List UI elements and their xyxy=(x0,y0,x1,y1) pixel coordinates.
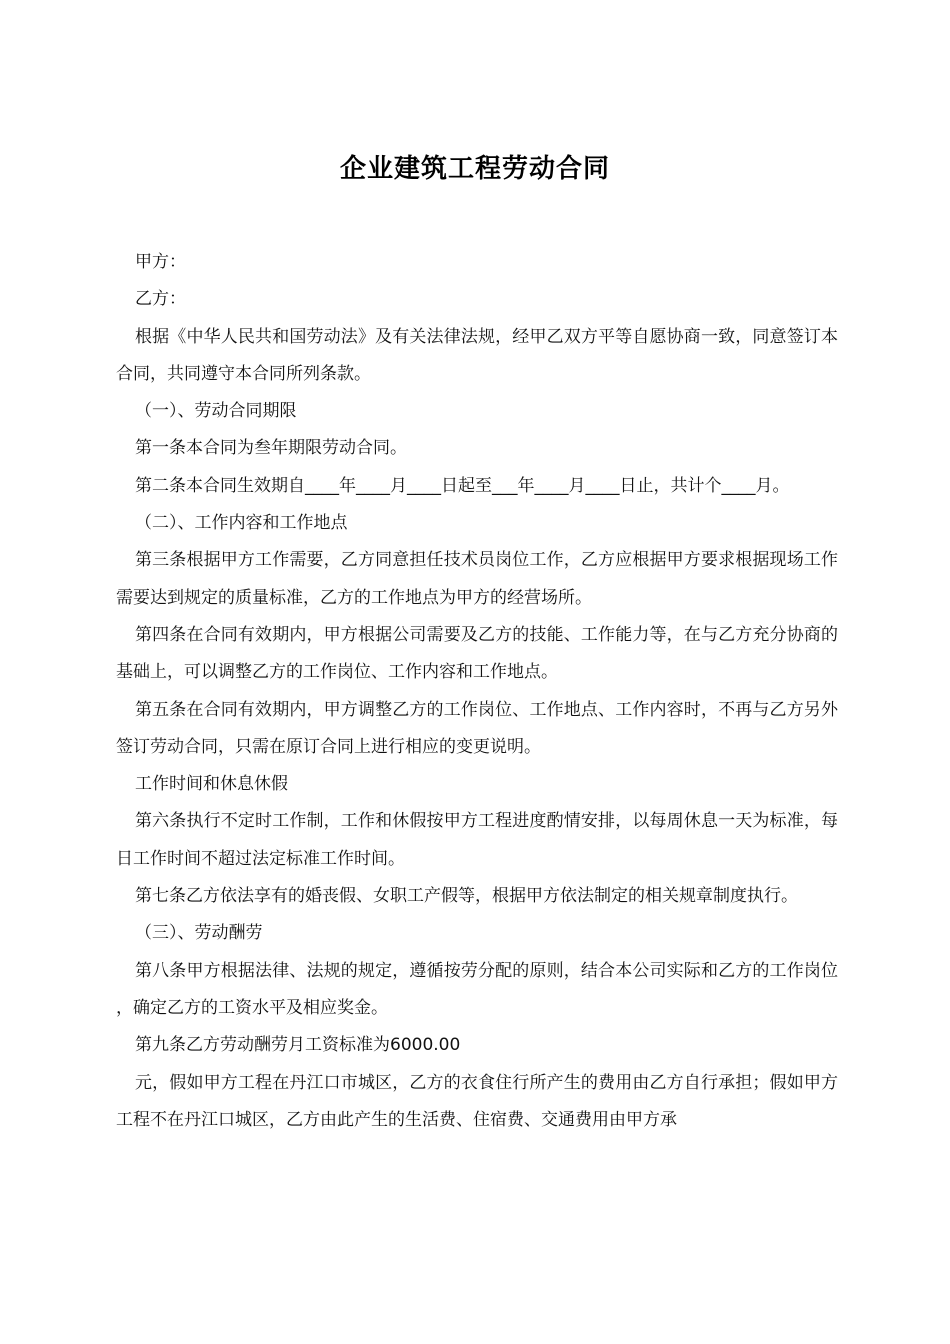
article-5: 第五条在合同有效期内，甲方调整乙方的工作岗位、工作地点、工作内容时，不再与乙方另外签订劳动合同，只需在原订合同上进行相应的变更说明。 xyxy=(116,699,838,757)
section-heading-work-hours: 工作时间和休息休假 xyxy=(135,774,288,795)
article-8: 第八条甲方根据法律、法规的规定，遵循按劳分配的原则，结合本公司实际和乙方的工作岗位，确定乙方的工资水平及相应奖金。 xyxy=(116,960,838,1018)
party-a-line: 甲方： xyxy=(135,252,186,272)
article-7: 第七条乙方依法享有的婚丧假、女职工产假等，根据甲方依法制定的相关规章制度执行。 xyxy=(135,886,798,907)
document-title: 企业建筑工程劳动合同 xyxy=(339,154,610,185)
article-2: 第二条本合同生效期自____年____月____日起至___年____月____日止，共计个____月。 xyxy=(135,475,790,496)
article-9: 第九条乙方劳动酬劳月工资标准为6000.00 xyxy=(135,1035,461,1056)
article-1: 第一条本合同为叁年期限劳动合同。 xyxy=(135,438,407,459)
article-9-continued: 元，假如甲方工程在丹江口市城区，乙方的衣食住行所产生的费用由乙方自行承担；假如甲方工程不在丹江口城区，乙方由此产生的生活费、住宿费、交通费用由甲方承 xyxy=(116,1072,838,1130)
document-body xyxy=(116,244,838,1139)
section-heading-contract-term: （一）、劳动合同期限 xyxy=(135,401,297,422)
article-4: 第四条在合同有效期内，甲方根据公司需要及乙方的技能、工作能力等，在与乙方充分协商的基础上，可以调整乙方的工作岗位、工作内容和工作地点。 xyxy=(116,624,838,683)
article-6: 第六条执行不定时工作制，工作和休假按甲方工程进度酌情安排，以每周休息一天为标准，每日工作时间不超过法定标准工作时间。 xyxy=(116,811,838,869)
section-heading-work-content: （二）、工作内容和工作地点 xyxy=(135,513,348,534)
section-heading-remuneration: （三）、劳动酬劳 xyxy=(135,923,263,944)
article-3: 第三条根据甲方工作需要，乙方同意担任技术员岗位工作，乙方应根据甲方要求根据现场工作需要达到规定的质量标准，乙方的工作地点为甲方的经营场所。 xyxy=(116,550,838,608)
party-b-line: 乙方： xyxy=(135,289,186,310)
preamble-paragraph: 根据《中华人民共和国劳动法》及有关法律法规，经甲乙双方平等自愿协商一致，同意签订本合同，共同遵守本合同所列条款。 xyxy=(116,326,838,384)
